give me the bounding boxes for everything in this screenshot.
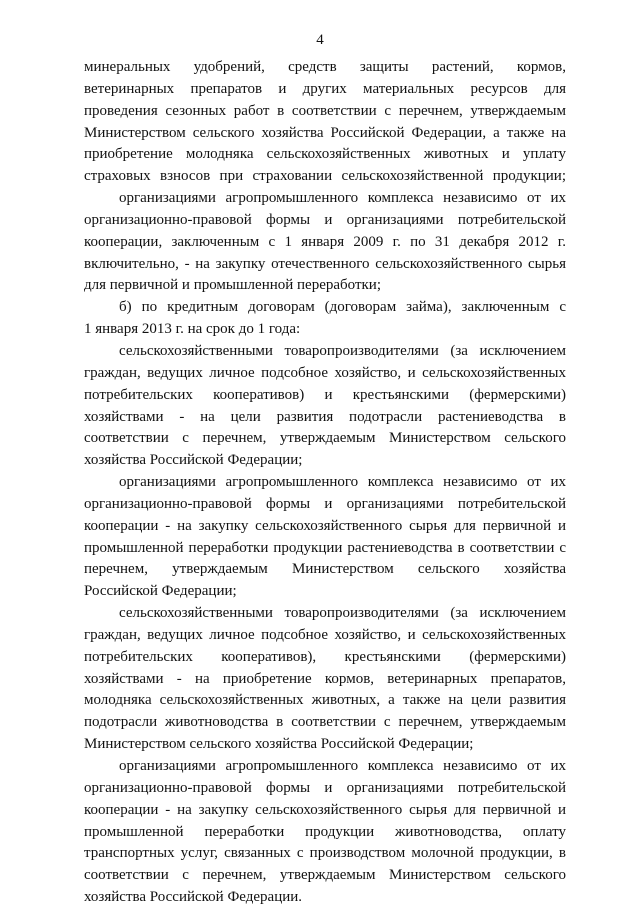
text-line: молодняка сельскохозяйственных животных, а также на цели развития — [84, 692, 566, 709]
text-line: организационно-правовой формы и организациями потребительской — [84, 211, 566, 228]
text-line: страховых взносов при страховании сельскохозяйственной продукции; — [84, 168, 566, 185]
page-number: 4 — [316, 32, 324, 48]
text-line: проведения сезонных работ в соответствии с перечнем, утверждаемым — [84, 102, 566, 119]
text-line: включительно, - на закупку отечественного сельскохозяйственного сырья — [84, 255, 566, 272]
text-line: кооперации - на закупку сельскохозяйственного сырья для первичной и — [84, 517, 566, 534]
text-line: граждан, ведущих личное подсобное хозяйство, и сельскохозяйственных — [84, 364, 566, 381]
text-line: промышленной переработки продукции растениеводства в соответствии с — [84, 539, 566, 556]
text-line: потребительских кооперативов), крестьянскими (фермерскими) — [84, 648, 566, 665]
text-line: подотрасли животноводства в соответствии с перечнем, утверждаемым — [84, 714, 566, 731]
text-line: сельскохозяйственными товаропроизводителями (за исключением — [119, 342, 566, 359]
text-line: хозяйства Российской Федерации; — [84, 452, 303, 469]
text-line: минеральных удобрений, средств защиты растений, кормов, — [84, 59, 566, 75]
text-line: организациями агропромышленного комплекса независимо от их — [119, 190, 566, 207]
text-line: перечнем, утверждаемым Министерством сельского хозяйства — [84, 561, 566, 578]
text-line: хозяйствами - на приобретение кормов, ветеринарных препаратов, — [84, 670, 566, 687]
text-line: кооперации - на закупку сельскохозяйственного сырья для первичной и — [84, 801, 566, 818]
text-line: хозяйствами - на цели развития подотрасли растениеводства в — [84, 408, 566, 425]
text-line: для первичной и промышленной переработки; — [84, 277, 381, 294]
text-line: организационно-правовой формы и организациями потребительской — [84, 779, 566, 796]
text-line: хозяйства Российской Федерации. — [84, 889, 303, 906]
text-line: 1 января 2013 г. на срок до 1 года: — [84, 321, 301, 338]
document-body — [84, 57, 566, 909]
text-line: соответствии с перечнем, утверждаемым Министерством сельского — [84, 867, 566, 884]
text-line: организационно-правовой формы и организациями потребительской — [84, 495, 566, 512]
text-line: сельскохозяйственными товаропроизводителями (за исключением — [119, 605, 566, 622]
text-line: ветеринарных препаратов и других материальных ресурсов для — [84, 80, 566, 97]
text-line: Министерством сельского хозяйства Российской Федерации, а также на — [84, 124, 566, 141]
text-line: Министерством сельского хозяйства Российской Федерации; — [84, 736, 474, 753]
text-line: потребительских кооперативов) и крестьянскими (фермерскими) — [84, 386, 566, 403]
text-line: организациями агропромышленного комплекса независимо от их — [119, 474, 566, 491]
text-line: б) по кредитным договорам (договорам займа), заключенным с — [119, 299, 566, 316]
text-line: кооперации, заключенным с 1 января 2009 г. по 31 декабря 2012 г. — [84, 233, 566, 250]
text-line: соответствии с перечнем, утверждаемым Министерством сельского — [84, 430, 566, 447]
text-line: организациями агропромышленного комплекса независимо от их — [119, 758, 566, 774]
text-line: транспортных услуг, связанных с производством молочной продукции, в — [84, 845, 566, 862]
text-line: приобретение молодняка сельскохозяйственных животных и уплату — [84, 146, 566, 163]
text-line: промышленной переработки продукции животноводства, оплату — [84, 823, 566, 840]
text-line: Российской Федерации; — [84, 583, 237, 600]
text-line: граждан, ведущих личное подсобное хозяйство, и сельскохозяйственных — [84, 626, 566, 643]
